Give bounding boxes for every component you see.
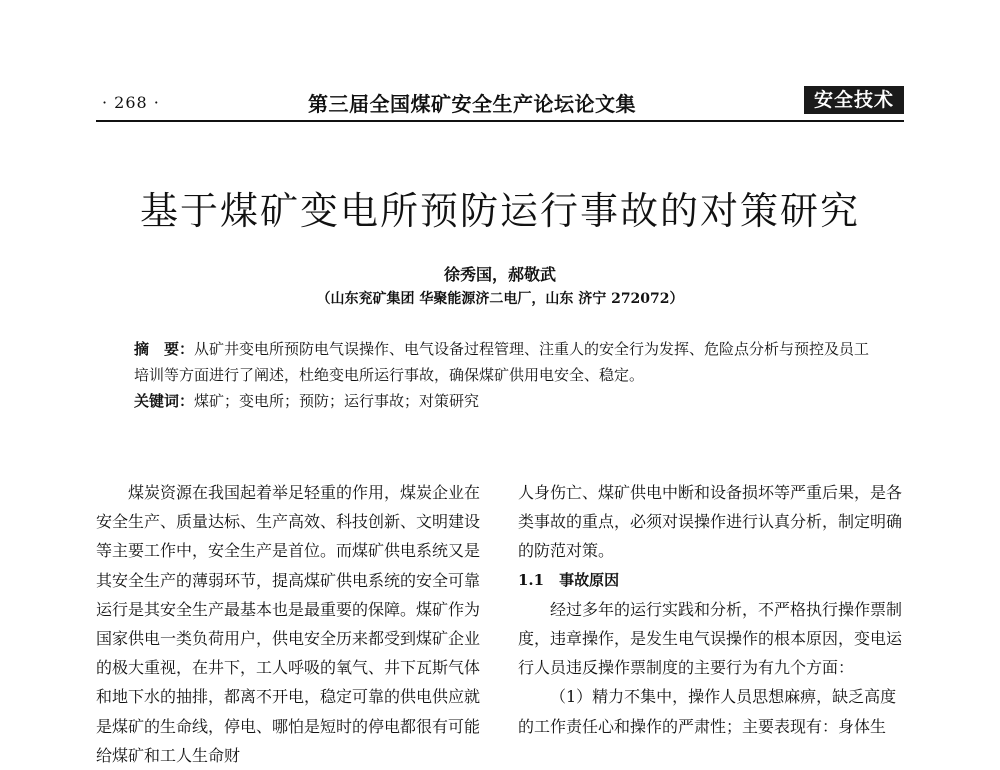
running-header (96, 86, 904, 122)
page-number: · 268 · (102, 93, 160, 112)
body-paragraph: 煤炭资源在我国起着举足轻重的作用，煤炭企业在安全生产、质量达标、生产高效、科技创新、文明建设等主要工作中，安全生产是首位。而煤矿供电系统又是其安全生产的薄弱环节，提高煤矿供电系统的安全可靠运行是其安全生产最基本也是最重要的保障。煤矿作为国家供电一类负荷用户，供电安全历来都受到煤矿企业的极大重视，在井下，工人呼吸的氧气、井下瓦斯气体和地下水的抽排，都离不开电，稳定可靠的供电供应就是煤矿的生命线，停电、哪怕是短时的停电都很有可能给煤矿和工人生命财 (96, 483, 481, 765)
abstract-label: 摘 要： (134, 340, 195, 358)
body-paragraph-continued: 人身伤亡、煤矿供电中断和设备损坏等严重后果，是各类事故的重点，必须对误操作进行认真分析，制定明确的防范对策。 (518, 483, 903, 561)
body-column-left (96, 478, 484, 770)
section-heading-1-1: 1.1 事故原因 (518, 570, 620, 589)
abstract (134, 336, 870, 388)
article-affiliation: （山东兖矿集团 华聚能源济二电厂，山东 济宁 272072） (316, 291, 684, 307)
body-paragraph: （1）精力不集中，操作人员思想麻痹，缺乏高度的工作责任心和操作的严肃性；主要表现有：身体生 (518, 687, 897, 736)
abstract-block (134, 336, 870, 414)
section-tag: 安全技术 (804, 86, 904, 114)
abstract-text: 从矿井变电所预防电气误操作、电气设备过程管理、注重人的安全行为发挥、危险点分析与预控及员工培训等方面进行了阐述，杜绝变电所运行事故，确保煤矿供用电安全、稳定。 (134, 340, 870, 384)
body-paragraph: 经过多年的运行实践和分析，不严格执行操作票制度，违章操作，是发生电气误操作的根本原因，变电运行人员违反操作票制度的主要行为有九个方面： (518, 599, 903, 678)
book-title: 第三届全国煤矿安全生产论坛论文集 (308, 92, 636, 116)
keywords (134, 388, 870, 414)
article-title: 基于煤矿变电所预防运行事故的对策研究 (139, 189, 860, 233)
body-column-right (518, 478, 906, 741)
keywords-label: 关键词： (134, 392, 195, 410)
article-authors: 徐秀国，郝敬武 (443, 265, 556, 284)
keywords-text: 煤矿；变电所；预防；运行事故；对策研究 (194, 392, 480, 410)
